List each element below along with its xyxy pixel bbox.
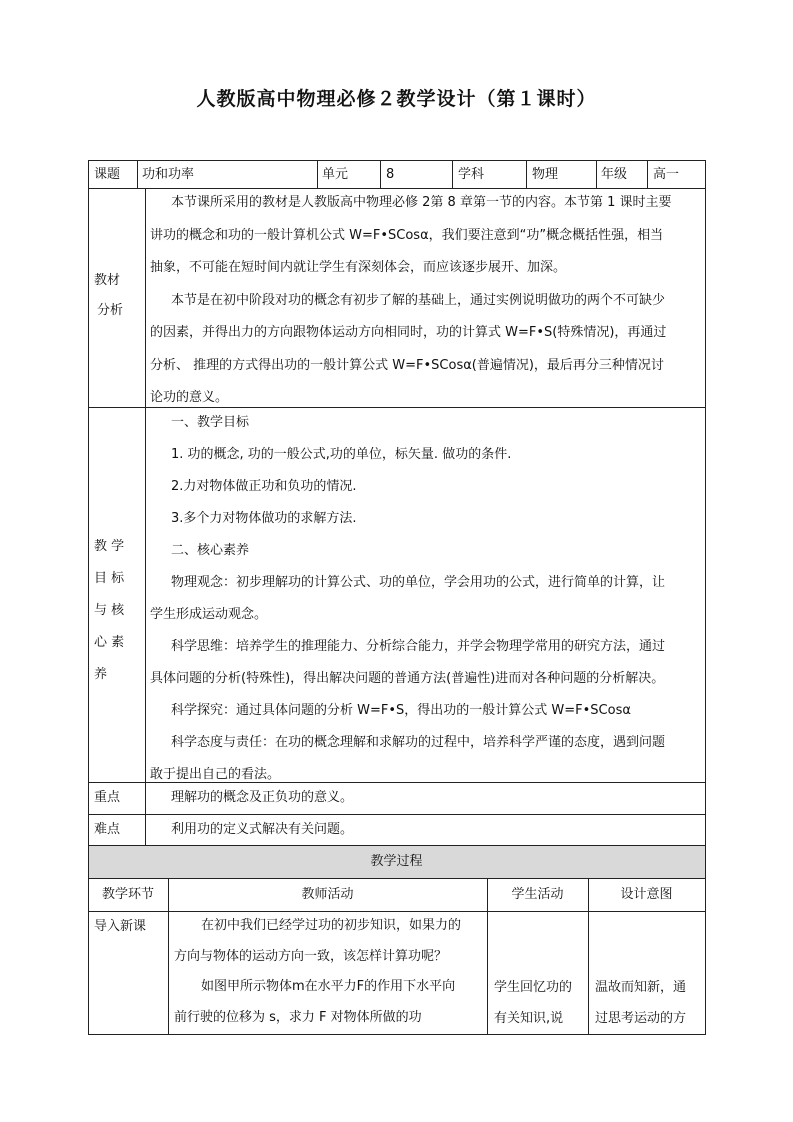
intent-line: 过思考运动的方	[595, 1010, 687, 1026]
material-analysis-label	[94, 266, 123, 326]
objective-line: 一、教学目标	[171, 415, 250, 430]
subject-label: 学科	[458, 167, 485, 182]
teacher-line: 方向与物体的运动方向一致，该怎样计算功呢？	[174, 948, 448, 964]
page-title: 人教版高中物理必修２教学设计（第１课时）	[196, 88, 597, 110]
student-line: 学生回忆功的	[494, 980, 573, 995]
objective-line: 3.多个力对物体做功的求解方法.	[171, 511, 357, 526]
objective-line: 学生形成运动观念。	[150, 607, 268, 622]
material-analysis-label-line1: 教材	[94, 273, 121, 288]
process-header-stage: 教学环节	[101, 887, 154, 902]
teacher-line: 在初中我们已经学过功的初步知识，如果力的	[201, 918, 462, 933]
process-header-intent: 设计意图	[620, 887, 673, 902]
difficulty-value: 利用功的定义式解决有关问题。	[171, 822, 354, 837]
objective-line: 敢于提出自己的看法。	[150, 767, 281, 782]
process-teacher-activity	[174, 911, 461, 1033]
objective-line: 二、核心素养	[171, 543, 250, 558]
material-line: 本节是在初中阶段对功的概念有初步了解的基础上，通过实例说明做功的两个不可缺少	[171, 292, 666, 308]
material-line: 论功的意义。	[150, 390, 229, 405]
objectives-label-line: 教 学	[94, 539, 125, 554]
material-line: 分析、 推理的方式得出功的一般计算公式 W=F•SCosα(普遍情况)，最后再分三种情况讨	[150, 357, 664, 373]
material-line: 抽象，不可能在短时间内就让学生有深刻体会，而应该逐步展开、加深。	[150, 260, 567, 275]
objectives-text	[150, 407, 665, 791]
objective-line: 2.力对物体做正功和负功的情况.	[171, 479, 357, 494]
unit-value: 8	[386, 167, 395, 182]
process-design-intent	[595, 973, 686, 1034]
subject-value: 物理	[532, 167, 559, 182]
key-point-value: 理解功的概念及正负功的意义。	[171, 790, 354, 805]
material-line: 本节课所采用的教材是人教版高中物理必修 2第 8 章第一节的内容。本节第 1 课时主要	[171, 195, 672, 210]
objective-line: 物理观念：初步理解功的计算公式、功的单位，学会用功的公式，进行简单的计算，让	[171, 575, 666, 590]
objective-line: 科学态度与责任：在功的概念理解和求解功的过程中，培养科学严谨的态度，遇到问题	[171, 735, 666, 750]
objective-line: 具体问题的分析(特殊性)，得出解决问题的普通方法(普遍性)进而对各种问题的分析解决。	[150, 671, 665, 686]
objective-line: 科学思维：培养学生的推理能力、分析综合能力，并学会物理学常用的研究方法，通过	[171, 639, 666, 654]
grade-value: 高一	[653, 167, 680, 182]
unit-label: 单元	[322, 167, 349, 182]
topic-value: 功和功率	[142, 167, 195, 182]
key-point-label: 重点	[94, 790, 121, 805]
objectives-label-line: 心 素	[94, 635, 125, 650]
process-header-student: 学生活动	[511, 887, 564, 902]
teacher-line: 前行驶的位移为 s，求力 F 对物体所做的功	[174, 1009, 422, 1025]
grade-label: 年级	[601, 167, 628, 182]
topic-label: 课题	[94, 167, 121, 182]
objective-line: 1. 功的概念, 功的一般公式,功的单位，标矢量. 做功的条件.	[171, 447, 512, 462]
objectives-label-line: 养	[94, 667, 108, 682]
material-analysis-text	[150, 187, 671, 415]
process-section-title: 教学过程	[370, 854, 423, 869]
material-analysis-label-line2: 分析	[97, 303, 124, 318]
process-student-activity	[494, 973, 572, 1034]
objectives-label-line: 与 核	[94, 603, 125, 618]
objectives-label	[94, 531, 124, 691]
process-header-teacher: 教师活动	[301, 887, 354, 902]
material-line: 讲功的概念和功的一般计算机公式 W=F•SCosα，我们要注意到“功”概念概括性强，相当	[150, 227, 664, 243]
teacher-line: 如图甲所示物体m在水平力F的作用下水平向	[201, 979, 456, 994]
objective-line: 科学探究：通过具体问题的分析 W=F•S，得出功的一般计算公式 W=F•SCosα	[171, 703, 631, 718]
intent-line: 温故而知新，通	[595, 980, 687, 995]
objectives-label-line: 目 标	[94, 571, 125, 586]
student-line: 有关知识,说	[494, 1010, 564, 1026]
material-line: 的因素，并得出力的方向跟物体运动方向相同时，功的计算式 W=F•S(特殊情况)，再通过	[150, 325, 667, 340]
difficulty-label: 难点	[94, 822, 121, 837]
process-stage: 导入新课	[94, 919, 147, 934]
